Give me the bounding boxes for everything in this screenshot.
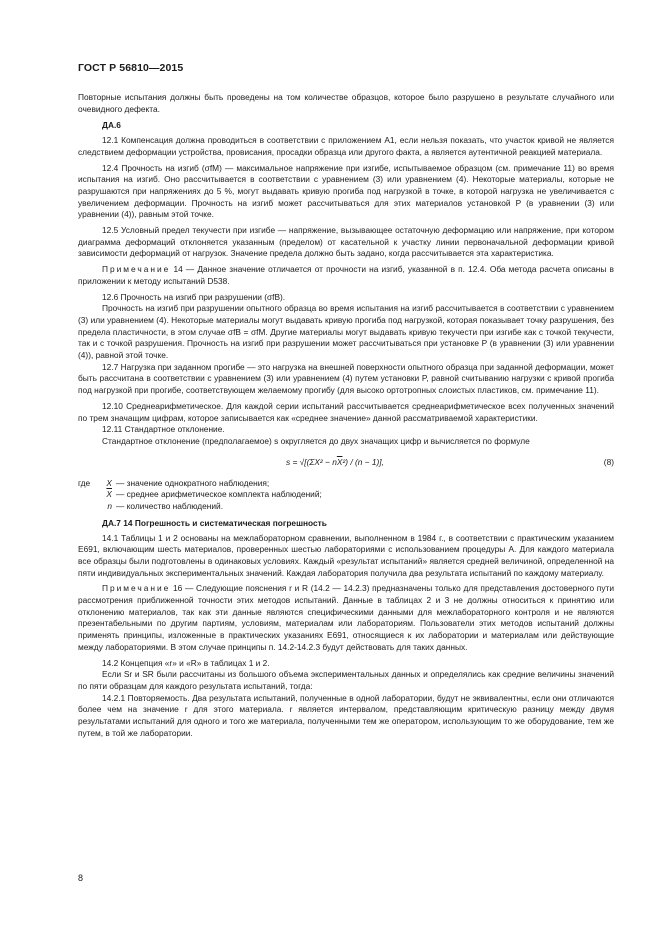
para-12-11b: Стандартное отклонение (предполагаемое) s округляется до двух значащих цифр и вычисляется по формуле bbox=[102, 435, 530, 446]
where-label: где bbox=[78, 477, 91, 488]
note-16 bbox=[78, 583, 614, 653]
section-heading-da7: ДА.7 14 Погрешность и систематическая погрешность bbox=[102, 517, 327, 528]
para-14-2-1: 14.2.1 Повторяемость. Два результата испытаний, полученные в одной лаборатории, будут не эквивалентны, если они отличаются более чем на значение r для этого материала. r является интервалом, представляющим критическую разницу между двумя результатами испытаний для одного и того же материала, полученными тем же оператором, использующим то же оборудование, тем же путем, в той же лаборатории. bbox=[78, 692, 614, 738]
formula-number: (8) bbox=[603, 456, 614, 467]
note-14-label: Примечание bbox=[102, 264, 171, 275]
note-16-label: Примечание bbox=[102, 583, 171, 594]
section-heading-da6: ДА.6 bbox=[102, 120, 121, 131]
definition-text: — среднее арифметическое комплекта наблюдений; bbox=[116, 489, 322, 500]
note-14-text: 14 — Данное значение отличается от прочности на изгиб, указанной в п. 12.4. Оба метода расчета описаны в приложении к методу испытаний D538. bbox=[78, 264, 614, 286]
para-12-7: 12.7 Нагрузка при заданном прогибе — это нагрузка на внешней поверхности опытного образца при заданной деформации, может быть рассчитана в соответствии с уравнением (3) или уравнением (4) путем установки P, равной считыванию нагрузки с кривой прогиба под нагрузкой при прогибе, соответствующем желаемому прогибу (для высоко ортотропных слоистых пластиков, см. примечание 11). bbox=[78, 361, 614, 396]
note-16-text: 16 — Следующие пояснения r и R (14.2 — 14.2.3) предназначены только для представления достоверного пути рассмотрения приближенной точности этих методов испытаний. Данные в таблицах 2 и 3 не должны относиться к принятию или отклонению материалов, так как эти данные являются специфическими данными для межлабораторного контроля и не являются презентабельными по другим партиям, условиям, материалам или лабораториям. Пользователи этих методов испытаний должны применять принципы, изложенные в практических указаниях Е691, относящиеся к их лаборатории и материалам или действующие между лабораториями. В этом случае принципы п. 14.2-14.2.3 будут действовать для таких данных. bbox=[78, 583, 614, 652]
definition-row bbox=[78, 501, 614, 513]
definition-text: — количество наблюдений. bbox=[116, 501, 224, 512]
para-12-10: 12.10 Среднеарифметическое. Для каждой серии испытаний рассчитывается среднеарифметическое всех полученных значений по трем значащим цифрам, которое записывается как «среднее значение» данной рассматриваемой характеристики. bbox=[78, 400, 614, 423]
definition-symbol: X bbox=[106, 477, 112, 488]
definitions-list bbox=[78, 478, 614, 513]
para-12-11: 12.11 Стандартное отклонение. bbox=[102, 424, 225, 435]
formula-8 bbox=[78, 452, 614, 476]
formula-expression: $s = √[(\Sigma X^2 - n\overline{X}^2) / (n - 1)]$, bbox=[286, 456, 384, 467]
definition-row bbox=[78, 489, 614, 501]
definition-symbol: n bbox=[107, 501, 112, 512]
intro-paragraph: Повторные испытания должны быть проведены на том количестве образцов, которое было разрушено в результате случайного или очевидного дефекта. bbox=[78, 92, 614, 114]
para-12-6b: Прочность на изгиб при разрушении опытного образца во время испытания на изгиб рассчитывается в соответствии с уравнением (3) или уравнением (4). Некоторые материалы могут выдавать кривую прогиба под нагрузкой, которая показывает точку разрушения, без предела пластичности, в этом случае σfB = σfM. Другие материалы могут выдавать кривую текучести при изгибе как с точкой текучести, так и с точкой разрушения. Прочность на изгиб при разрушении может рассчитываться при установке P (в уравнении (3) или уравнении (4)), равной этой точке. bbox=[78, 303, 614, 361]
definition-symbol: $\overline{X}$ bbox=[106, 489, 112, 500]
para-14-2b: Если Sr и SR были рассчитаны из большого объема экспериментальных данных и определялись как средние величины значений по пяти образцам для каждого результата испытаний, тогда: bbox=[78, 669, 614, 691]
document-body bbox=[78, 92, 614, 739]
page-number: 8 bbox=[78, 873, 84, 883]
para-12-5: 12.5 Условный предел текучести при изгибе — напряжение, вызывающее остаточную деформацию или напряжение, при котором диаграмма деформаций отклоняется указанным (пределом) от касательной к участку линии первоначальной деформации кривой зависимости деформаций от нагрузок. Значение предела должно быть задано, когда рассчитывается эта характеристика. bbox=[78, 225, 614, 259]
para-14-2: 14.2 Концепция «r» и «R» в таблицах 1 и 2. bbox=[102, 657, 270, 668]
para-14-1: 14.1 Таблицы 1 и 2 основаны на межлабораторном сравнении, выполненном в 1984 г., в соответствии с практическим указанием Е691, включающим шесть материалов, проверенных шестью лабораториями с использованием процедуры А. Для каждого материала все образцы были подготовлены в одинаковых условиях. Каждый «результат испытаний» является средней величиной, определенной на пяти индивидуальных экспериментальных значений. Каждая лаборатория получила два результата испытаний по каждому материалу. bbox=[78, 532, 614, 578]
definition-text: — значение однократного наблюдения; bbox=[116, 477, 270, 488]
para-12-1: 12.1 Компенсация должна проводиться в соответствии с приложением A1, если нельзя показать, что участок кривой не является следствием деформации устройства, провисания, просадки образца или другого факта, а является аутентичной реакцией материала. bbox=[78, 135, 614, 157]
definition-row bbox=[78, 478, 614, 490]
para-12-4: 12.4 Прочность на изгиб (σfM) — максимальное напряжение при изгибе, испытываемое образцом (см. примечание 11) во время испытания на изгиб. Оно рассчитывается в соответствии с уравнением (3) или уравнением (4). Некоторые материалы, которые не разрушаются при напряжениях до 5 %, могут выдавать кривую прогиба под нагрузкой в точке, в которой нагрузка не увеличивается с увеличением деформации. Прочность на изгиб может рассчитываться для этих материалов установкой P (в уравнении (3) или уравнении (4)), равным этой точке. bbox=[78, 162, 614, 220]
note-14 bbox=[78, 264, 614, 287]
document-header: ГОСТ Р 56810—2015 bbox=[78, 62, 184, 74]
para-12-6: 12.6 Прочность на изгиб при разрушении (σfB). bbox=[102, 291, 286, 302]
